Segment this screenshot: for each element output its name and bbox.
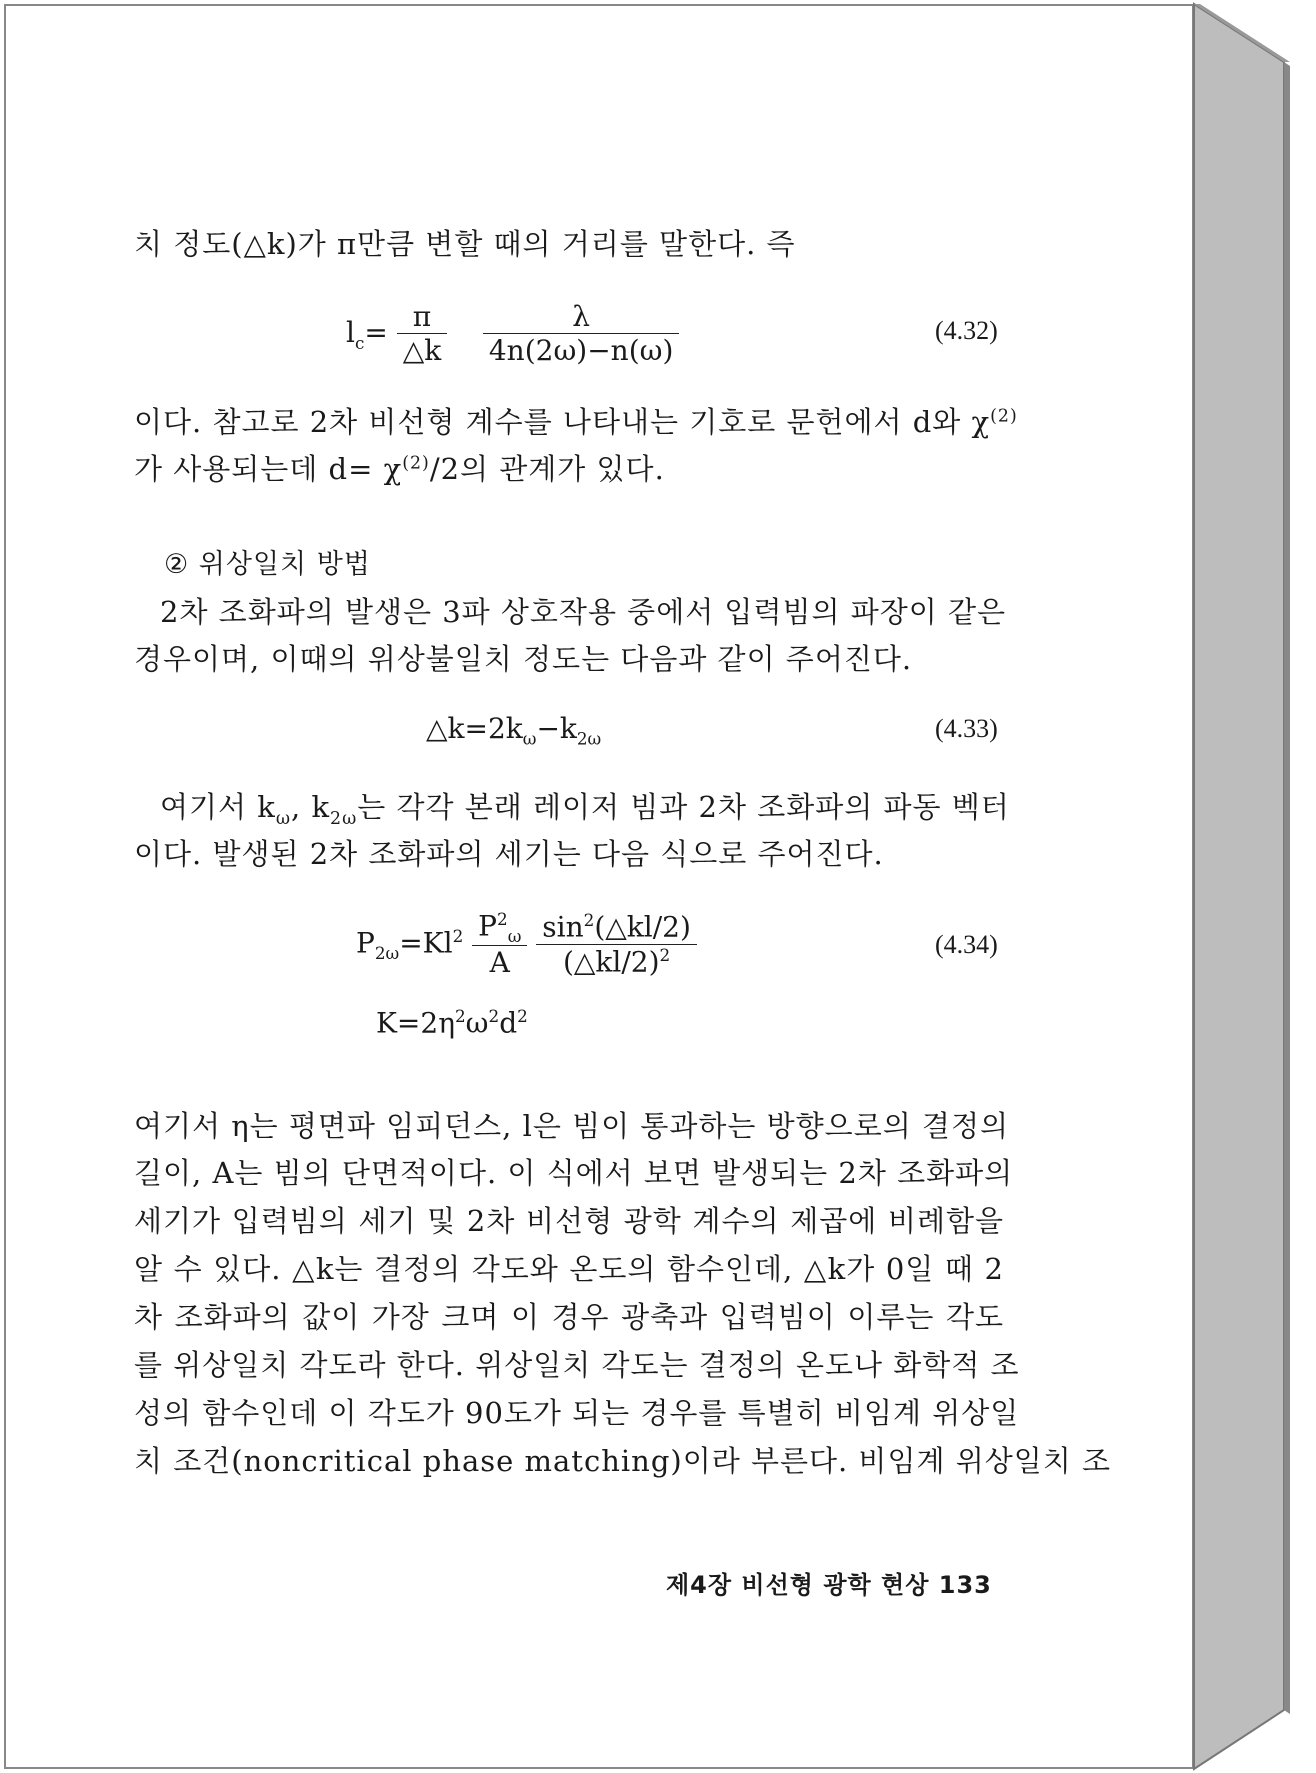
text: /2의 관계가 있다. [429,452,665,486]
fraction-pi-dk [397,302,448,367]
page-footer: 제4장 비선형 광학 현상 133 [666,1571,992,1599]
fraction-sinc [536,911,697,978]
equation-number: (4.34) [935,930,998,959]
text: −k [536,712,577,745]
paragraph-line [160,785,1010,829]
paragraph-line: 차 조화파의 값이 가장 크며 이 경우 광축과 입력빔이 이루는 각도 [134,1300,1004,1334]
superscript: (2) [990,406,1018,427]
equation-k [376,1006,528,1039]
paragraph-line: 2차 조화파의 발생은 3파 상호작용 중에서 입력빔의 파장이 같은 [160,595,1006,629]
section-heading: ② 위상일치 방법 [164,549,371,580]
text: 이다. 참고로 2차 비선형 계수를 나타내는 기호로 문헌에서 d와 χ [134,405,991,439]
paragraph-line: 이다. 발생된 2차 조화파의 세기는 다음 식으로 주어진다. [134,837,884,871]
paragraph-line: 치 조건(noncritical phase matching)이라 부른다. 비임계 위상일치 조 [134,1444,1111,1478]
text: 가 사용되는데 d= χ [134,452,403,486]
text: d [499,1006,518,1040]
equation-4-33 [426,712,601,749]
frac-numerator [536,911,697,944]
subscript: 2ω [576,728,602,749]
equation-4-34 [356,910,697,980]
text: P [478,909,497,943]
superscript: 2 [517,1006,528,1026]
superscript: 2 [583,910,595,931]
text: sin [542,910,584,944]
paragraph-line: 알 수 있다. △k는 결정의 각도와 온도의 함수인데, △k가 0일 때 2 [134,1252,1004,1286]
eq-lhs: P [356,926,375,960]
paragraph-line: 치 정도(△k)가 π만큼 변할 때의 거리를 말한다. 즉 [134,227,796,261]
eq-equals: = [364,316,388,350]
frac-numerator [472,910,527,946]
superscript: 2 [659,944,671,965]
text: (△kl/2) [594,910,691,944]
frac-denominator [536,945,697,979]
text: △k=2k [426,712,523,745]
superscript: 2 [454,1006,466,1026]
eq-lhs-sub: c [354,332,365,353]
fraction-power-area [472,910,527,980]
subscript: ω [522,728,537,749]
eq-lhs: l [346,316,355,350]
text: =Kl [399,926,453,960]
frac-denominator: A [489,946,510,980]
paragraph-line [134,447,665,488]
paragraph-line: 경우이며, 이때의 위상불일치 정도는 다음과 같이 주어진다. [134,642,913,676]
paragraph-line: 성의 함수인데 이 각도가 90도가 되는 경우를 특별히 비임계 위상일 [134,1396,1020,1430]
subscript: ω [507,925,522,946]
paragraph-line: 여기서 η는 평면파 임피던스, l은 빔이 통과하는 방향으로의 결정의 [134,1109,1009,1143]
paragraph-line: 길이, A는 빔의 단면적이다. 이 식에서 보면 발생되는 2차 조화파의 [134,1156,1014,1190]
fraction-lambda [483,302,680,367]
frac-denominator: 4n(2ω)−n(ω) [488,333,674,367]
superscript: (2) [402,453,430,474]
superscript: 2 [452,926,464,947]
frac-numerator: π [397,302,448,334]
frac-denominator: △k [402,333,442,367]
text: , k [291,790,331,824]
equation-number: (4.33) [935,714,998,743]
subscript: 2ω [330,808,358,829]
text: 는 각각 본래 레이저 빔과 2차 조화파의 파동 벡터 [357,790,1010,824]
paragraph-line: 를 위상일치 각도라 한다. 위상일치 각도는 결정의 온도나 화학적 조 [134,1348,1020,1382]
text: K=2η [376,1006,455,1040]
paragraph-line: 세기가 입력빔의 세기 및 2차 비선형 광학 계수의 제곱에 비례함을 [134,1204,1004,1238]
subscript: ω [275,808,292,829]
text: ω [465,1006,489,1040]
superscript: 2 [488,1006,500,1026]
equation-number: (4.32) [935,316,998,345]
text: 여기서 k [160,790,276,824]
superscript: 2 [497,909,508,929]
paragraph-line [134,400,1018,441]
text: (△kl/2) [562,944,660,978]
subscript: 2ω [374,943,400,964]
equation-4-32 [346,302,679,367]
frac-numerator: λ [483,302,680,334]
